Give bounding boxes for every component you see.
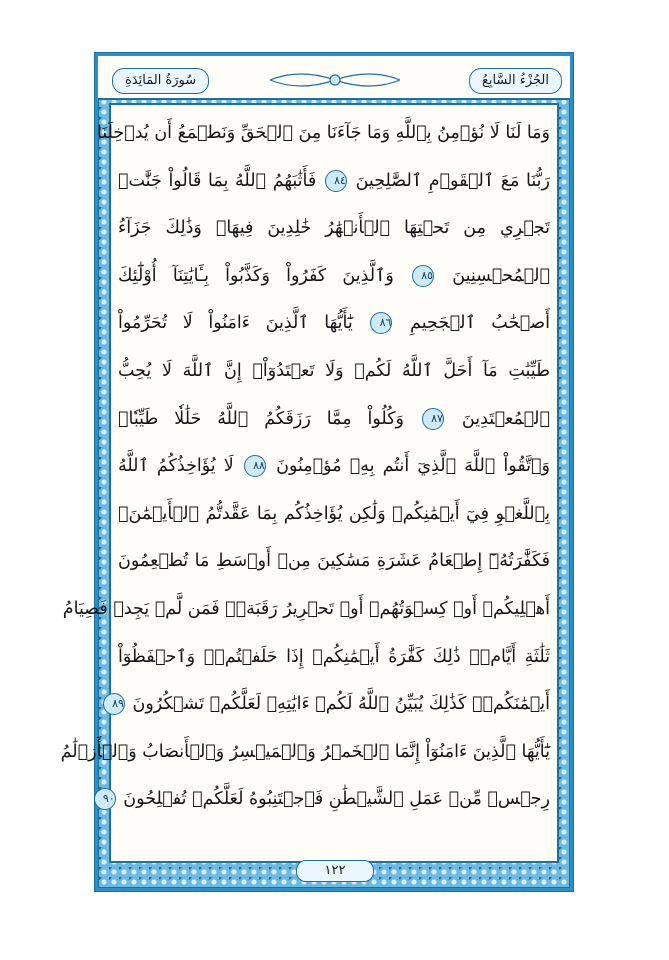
verse-line bbox=[60, 729, 550, 777]
ayah-number-marker: ٩٠ bbox=[94, 788, 116, 810]
verse-line bbox=[118, 634, 550, 682]
juz-name-plate: الجُزْءُ السَّابِعُ bbox=[469, 68, 562, 94]
verse-line bbox=[118, 348, 550, 396]
verse-line bbox=[118, 443, 550, 491]
verse-line bbox=[96, 110, 550, 158]
ayah-number-marker: ٨٦ bbox=[370, 312, 392, 334]
verse-text: ثَلَٰثَةِ أَيَّامٖۚ ذَٰلِكَ كَفَّٰرَةُ أَيۡمَٰنِكُمۡ إِذَا حَلَفۡتُمۡۚ وَٱحۡفَظُوٓاْ bbox=[118, 646, 550, 667]
header-ornament-icon bbox=[260, 66, 410, 94]
verse-text: وَمَا لَنَا لَا نُؤۡمِنُ بِٱللَّهِ وَمَا جَآءَنَا مِنَ ٱلۡحَقِّ وَنَطۡمَعُ أَن يُدۡخِلَنَا bbox=[96, 123, 550, 143]
ayah-number-marker: ٨٤ bbox=[325, 170, 347, 192]
verse-line bbox=[118, 491, 550, 539]
verse-text: فَكَفَّٰرَتُهُۥٓ إِطۡعَامُ عَشَرَةِ مَسَٰكِينَ مِنۡ أَوۡسَطِ مَا تُطۡعِمُونَ bbox=[118, 551, 550, 572]
verse-text: يَٰٓأَيُّهَا ٱلَّذِينَ ءَامَنُوٓاْ إِنَّمَا ٱلۡخَمۡرُ وَٱلۡمَيۡسِرُ وَٱلۡأَنصَابُ وَٱلۡأَزۡلَٰمُ bbox=[60, 741, 550, 762]
verse-text: فَأَثَٰبَهُمُ ٱللَّهُ بِمَا قَالُواْ جَنَّٰتٖ bbox=[118, 170, 317, 191]
verse-lines bbox=[60, 110, 551, 824]
ayah-number-marker: ٨٥ bbox=[412, 265, 434, 287]
verse-text: أَهۡلِيكُمۡ أَوۡ كِسۡوَتُهُمۡ أَوۡ تَحۡرِيرُ رَقَبَةٖۖ فَمَن لَّمۡ يَجِدۡ فَصِيَامُ bbox=[62, 598, 550, 619]
verse-line bbox=[118, 253, 550, 301]
verse-text: يَٰٓأَيُّهَا ٱلَّذِينَ ءَامَنُواْ لَا تُحَرِّمُواْ bbox=[118, 313, 353, 334]
ayah-number-marker: ٨٩ bbox=[103, 693, 125, 715]
verse-line bbox=[62, 586, 550, 634]
verse-text: أَيۡمَٰنَكُمۡۚ كَذَٰلِكَ يُبَيِّنُ ٱللَّهُ لَكُمۡ ءَايَٰتِهِۦ لَعَلَّكُمۡ تَشۡكُرُونَ bbox=[132, 694, 550, 715]
verse-line bbox=[118, 538, 550, 586]
verse-line bbox=[112, 681, 550, 729]
verse-line bbox=[118, 396, 550, 444]
verse-text: رَبُّنَا مَعَ ٱلۡقَوۡمِ ٱلصَّٰلِحِينَ bbox=[355, 170, 550, 191]
verse-text: وَٱتَّقُواْ ٱللَّهَ ٱلَّذِيٓ أَنتُم بِهِۦ مُؤۡمِنُونَ bbox=[276, 456, 551, 477]
verse-text: ٱلۡمُعۡتَدِينَ bbox=[461, 408, 550, 429]
verse-text: رِجۡسٞ مِّنۡ عَمَلِ ٱلشَّيۡطَٰنِ فَٱجۡتَنِبُوهُ لَعَلَّكُمۡ تُفۡلِحُونَ bbox=[123, 789, 550, 810]
verse-text: بِٱللَّغۡوِ فِيٓ أَيۡمَٰنِكُمۡ وَلَٰكِن يُؤَاخِذُكُم بِمَا عَقَّدتُّمُ ٱلۡأَيۡمَٰنَۖ bbox=[118, 503, 550, 524]
verse-text: لَا يُؤَاخِذُكُمُ ٱللَّهُ bbox=[118, 456, 234, 477]
verse-line bbox=[102, 776, 550, 824]
verse-text: تَجۡرِي مِن تَحۡتِهَا ٱلۡأَنۡهَٰرُ خَٰلِدِينَ فِيهَاۚ وَذَٰلِكَ جَزَآءُ bbox=[118, 218, 550, 239]
verse-text: أَصۡحَٰبُ ٱلۡجَحِيمِ bbox=[410, 313, 550, 334]
page-number: ١٢٢ bbox=[296, 860, 374, 882]
verse-line bbox=[118, 205, 550, 253]
ayah-number-marker: ٨٧ bbox=[422, 408, 444, 430]
verse-text: ٱلۡمُحۡسِنِينَ bbox=[452, 265, 550, 286]
verse-text: وَكُلُواْ مِمَّا رَزَقَكُمُ ٱللَّهُ حَلَٰلٗا طَيِّبٗاۚ bbox=[118, 408, 404, 429]
ayah-number-marker: ٨٨ bbox=[244, 455, 266, 477]
verse-line bbox=[118, 300, 550, 348]
verse-line bbox=[118, 158, 550, 206]
verse-text: وَٱلَّذِينَ كَفَرُواْ وَكَذَّبُواْ بِـَٔايَٰتِنَآ أُوْلَٰٓئِكَ bbox=[118, 265, 394, 286]
surah-name-plate: سُورَةُ المَائِدَةِ bbox=[112, 68, 209, 94]
verse-text: طَيِّبَٰتِ مَآ أَحَلَّ ٱللَّهُ لَكُمۡ وَلَا تَعۡتَدُوٓاْۚ إِنَّ ٱللَّهَ لَا يُحِبُّ bbox=[118, 360, 550, 381]
